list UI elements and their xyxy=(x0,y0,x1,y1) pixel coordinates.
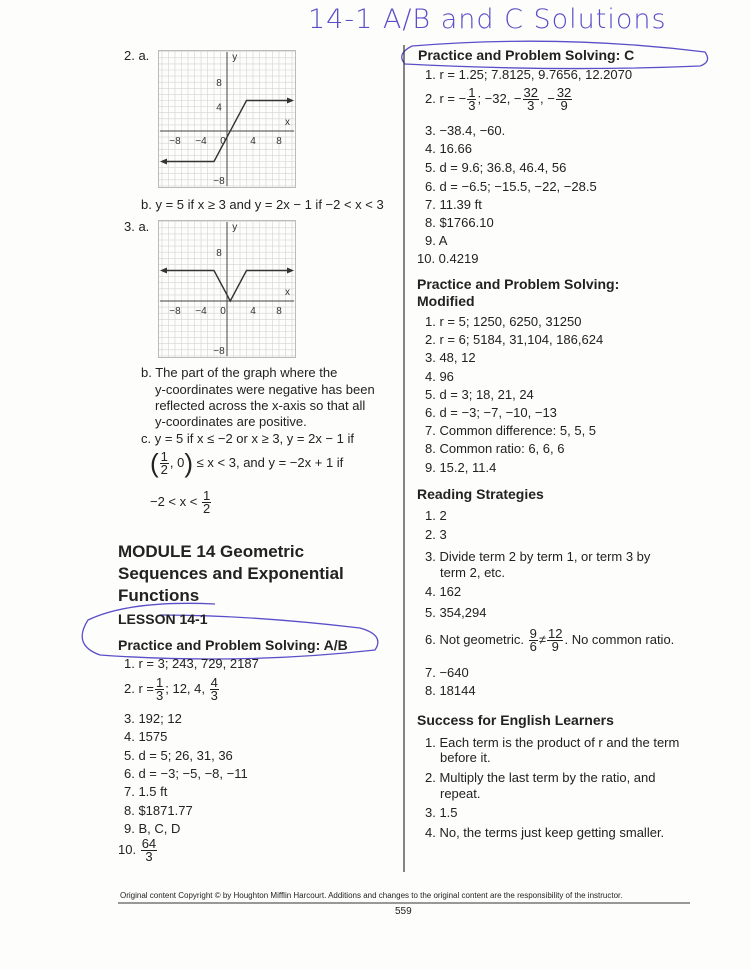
y-tick-label: −8 xyxy=(213,175,225,187)
point-rest: , 0 xyxy=(169,454,185,470)
ab-item: 8. $1871.77 xyxy=(124,803,193,818)
rs-item: 2. 3 xyxy=(425,527,447,542)
frac-num: 12 xyxy=(548,626,563,641)
rs-item: 4. 162 xyxy=(425,584,462,599)
q2b: b. y = 5 if x ≥ 3 and y = 2x − 1 if −2 < x < 3 xyxy=(141,197,384,212)
modified-heading: Practice and Problem Solving: xyxy=(417,276,620,292)
frac-den: 3 xyxy=(156,688,164,703)
y-axis-label: y xyxy=(232,52,238,63)
q3a-label: 3. a. xyxy=(124,219,150,234)
ab-item xyxy=(118,838,158,863)
sel-item: 4. No, the terms just keep getting smaller. xyxy=(425,825,665,840)
x-tick-label: −8 xyxy=(169,306,181,317)
frac-den: 3 xyxy=(527,98,535,113)
x-tick-label: −8 xyxy=(169,136,181,147)
q3b-line: b. The part of the graph where the xyxy=(141,365,338,380)
reading-strategies-heading: Reading Strategies xyxy=(417,486,544,502)
success-english-heading: Success for English Learners xyxy=(417,712,614,728)
frac-den: 2 xyxy=(160,462,168,477)
page-number: 559 xyxy=(395,906,412,917)
c-item: 3. −38.4, −60. xyxy=(425,123,506,138)
graph-2a xyxy=(158,50,296,188)
rs-item: 8. 18144 xyxy=(425,683,476,698)
q3b-line: reflected across the x-axis so that all xyxy=(155,398,366,413)
item-text: 6. Not geometric. xyxy=(425,631,524,647)
frac-den: 6 xyxy=(529,639,537,654)
modified-item: 2. r = 6; 5184, 31,104, 186,624 xyxy=(425,332,604,348)
y-axis-label: y xyxy=(232,222,238,233)
q3c-line2: ( $\frac{1}{2}$ , 0) ≤ x < 3, and y = −2x + 1 if xyxy=(150,448,344,478)
modified-item: 6. d = −3; −7, −10, −13 xyxy=(425,405,557,420)
y-tick-label: 8 xyxy=(216,248,222,260)
frac-den: 9 xyxy=(560,98,568,113)
module-title-line: Functions xyxy=(118,586,200,605)
graph-3a xyxy=(158,220,296,358)
q2a-label: 2. a. xyxy=(124,48,150,63)
copyright-footer: Original content Copyright © by Houghton Mifflin Harcourt. Additions and changes to the original content are the responsibility of the instructor. xyxy=(120,891,623,900)
item-text: ; 12, 4, xyxy=(165,680,205,696)
q3b-line: y-coordinates were negative has been xyxy=(155,382,375,397)
frac-den: 3 xyxy=(210,688,218,703)
ab-item: 7. 1.5 ft xyxy=(124,784,168,799)
item-text: . No common ratio. xyxy=(564,631,675,647)
frac-den: 3 xyxy=(468,98,476,113)
handwritten-title: 14-1 A/B and C Solutions xyxy=(308,4,667,35)
sel-item: before it. xyxy=(440,750,491,765)
c-item: 1. r = 1.25; 7.8125, 9.7656, 12.2070 xyxy=(425,67,633,82)
y-tick-label: 8 xyxy=(216,78,222,90)
x-tick-label: 0 xyxy=(220,136,226,147)
modified-heading: Modified xyxy=(417,293,475,309)
module-title-line: MODULE 14 Geometric xyxy=(118,542,305,561)
sel-item: 2. Multiply the last term by the ratio, and xyxy=(425,770,656,785)
frac-den: 9 xyxy=(551,639,559,654)
c-item: 5. d = 9.6; 36.8, 46.4, 56 xyxy=(425,160,567,175)
x-tick-label: 4 xyxy=(250,306,256,317)
modified-item: 3. 48, 12 xyxy=(425,350,476,366)
frac-den: 2 xyxy=(202,501,211,516)
c-item: 8. $1766.10 xyxy=(425,215,494,230)
y-tick-label: −8 xyxy=(213,345,225,357)
modified-item: 4. 96 xyxy=(425,368,454,384)
x-axis-label: x xyxy=(284,117,290,128)
item-text: ; −32, − xyxy=(477,90,522,106)
frac-num: 1 xyxy=(156,675,164,690)
y-tick-label: 4 xyxy=(216,102,222,114)
frac-num: 4 xyxy=(210,675,218,690)
item-text: 2. r = xyxy=(124,680,154,696)
item-text: ≠ xyxy=(538,631,546,647)
c-item xyxy=(425,87,573,112)
ab-item xyxy=(124,677,220,702)
module-title-line: Sequences and Exponential xyxy=(118,564,344,583)
frac-num: 1 xyxy=(202,488,211,503)
x-tick-label: −4 xyxy=(195,306,207,317)
q3b-line: y-coordinates are positive. xyxy=(155,414,307,429)
q3c-line2-text: ≤ x < 3, and y = −2x + 1 if xyxy=(196,454,344,470)
c-item: 9. A xyxy=(425,233,448,248)
modified-item: 5. d = 3; 18, 21, 24 xyxy=(425,386,534,402)
frac-num: 32 xyxy=(523,85,538,100)
modified-item: 7. Common difference: 5, 5, 5 xyxy=(425,423,597,439)
modified-item: 9. 15.2, 11.4 xyxy=(425,459,497,475)
x-tick-label: 8 xyxy=(276,136,282,147)
ab-item: 1. r = 3; 243, 729, 2187 xyxy=(124,656,259,671)
frac-den: 3 xyxy=(145,849,153,864)
x-tick-label: 0 xyxy=(220,306,226,317)
ab-item: 6. d = −3; −5, −8, −11 xyxy=(124,766,248,781)
x-tick-label: −4 xyxy=(195,136,207,147)
item-text: 10. xyxy=(118,841,137,857)
frac-num: 1 xyxy=(160,449,168,464)
x-tick-label: 8 xyxy=(276,306,282,317)
c-item: 10. 0.4219 xyxy=(417,251,479,266)
modified-item: 1. r = 5; 1250, 6250, 31250 xyxy=(425,314,582,329)
q3c-line1: c. y = 5 if x ≤ −2 or x ≥ 3, y = 2x − 1 if xyxy=(141,431,354,446)
frac-num: 1 xyxy=(468,85,476,100)
rs-item: term 2, etc. xyxy=(440,565,506,580)
ab-item: 5. d = 5; 26, 31, 36 xyxy=(124,748,233,763)
rs-item xyxy=(425,628,674,653)
item-text: , − xyxy=(540,90,555,106)
frac-num: 64 xyxy=(141,836,157,851)
c-item: 4. 16.66 xyxy=(425,141,472,156)
x-axis-label: x xyxy=(284,287,290,298)
sel-item: 3. 1.5 xyxy=(425,805,458,820)
q3c-line3-text: −2 < x < xyxy=(150,493,198,509)
ab-item: 4. 1575 xyxy=(124,729,168,744)
frac-num: 32 xyxy=(556,85,572,100)
c-item: 7. 11.39 ft xyxy=(425,197,482,212)
item-text: 2. r = − xyxy=(425,90,467,106)
rs-item: 1. 2 xyxy=(425,508,447,523)
c-heading: Practice and Problem Solving: C xyxy=(418,47,635,63)
rs-item: 7. −640 xyxy=(425,665,469,680)
ab-item: 3. 192; 12 xyxy=(124,711,182,726)
ab-item: 9. B, C, D xyxy=(124,821,181,836)
sel-item: repeat. xyxy=(440,786,481,801)
rs-item: 3. Divide term 2 by term 1, or term 3 by xyxy=(425,549,651,564)
c-item: 6. d = −6.5; −15.5, −22, −28.5 xyxy=(425,179,597,194)
q3c-line3 xyxy=(150,490,212,515)
x-tick-label: 4 xyxy=(250,136,256,147)
rs-item: 5. 354,294 xyxy=(425,605,487,620)
frac-num: 9 xyxy=(529,626,537,641)
modified-item: 8. Common ratio: 6, 6, 6 xyxy=(425,441,565,457)
lesson-heading: LESSON 14-1 xyxy=(118,611,208,627)
sel-item: 1. Each term is the product of r and the term xyxy=(425,735,680,750)
ab-heading: Practice and Problem Solving: A/B xyxy=(118,637,348,653)
